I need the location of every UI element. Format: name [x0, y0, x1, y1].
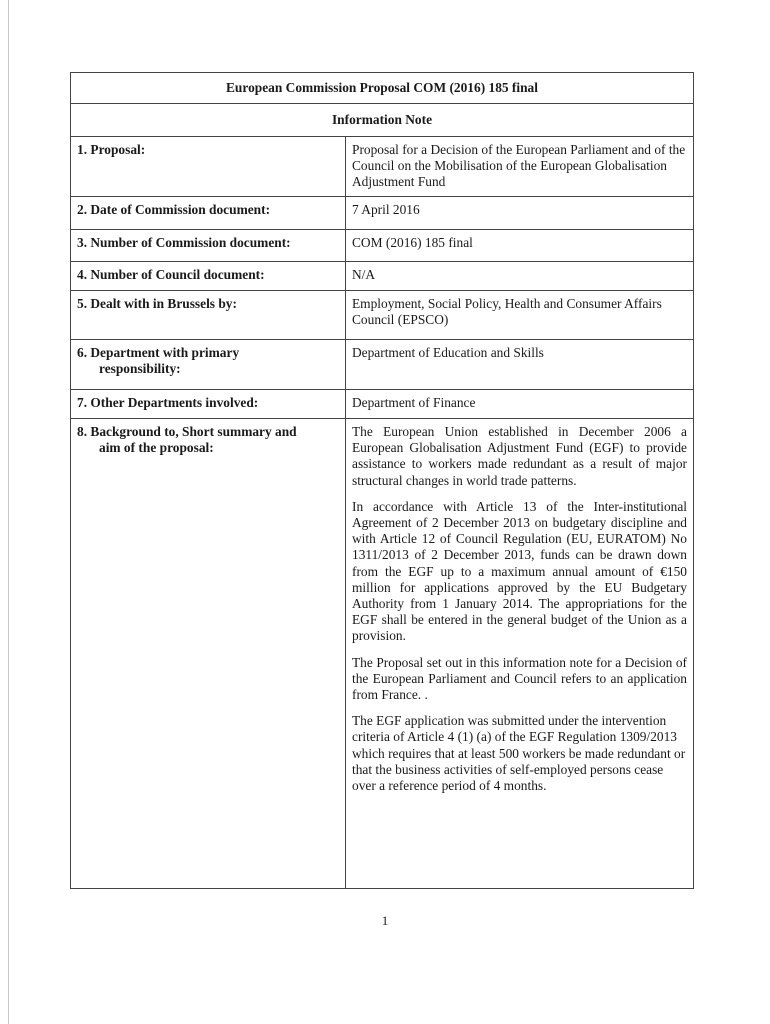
scan-edge-line	[8, 0, 9, 1024]
row-label-background-line2: aim of the proposal:	[99, 440, 214, 456]
information-note-table	[70, 72, 694, 889]
page-number: 1	[381, 913, 389, 928]
row-label-background	[71, 419, 346, 889]
row-label-commission-number: 3. Number of Commission document:	[71, 230, 346, 262]
row-label-background-line1: 8. Background to, Short summary and	[77, 424, 297, 439]
row-value-proposal: Proposal for a Decision of the European Parliament and of the Council on the Mobilisation of the European Globalisation Adjustment Fund	[346, 137, 694, 197]
table-row	[71, 340, 694, 390]
title-row	[71, 73, 694, 104]
table-row	[71, 390, 694, 419]
table-row	[71, 197, 694, 230]
row-label-primary-department-line1: 6. Department with primary	[77, 345, 240, 360]
row-value-other-departments: Department of Finance	[346, 390, 694, 419]
row-label-council-number: 4. Number of Council document:	[71, 262, 346, 291]
row-label-other-departments: 7. Other Departments involved:	[71, 390, 346, 419]
row-label-dealt-with: 5. Dealt with in Brussels by:	[71, 291, 346, 340]
table-row	[71, 419, 694, 889]
row-value-council-number: N/A	[346, 262, 694, 291]
background-paragraph-4: The EGF application was submitted under the intervention criteria of Article 4 (1) (a) of the EGF Regulation 1309/2013 which requires that at least 500 workers be made redundant or that the business activities of self-employed persons cease over a reference period of 4 months.	[352, 713, 686, 794]
row-value-dealt-with: Employment, Social Policy, Health and Consumer Affairs Council (EPSCO)	[346, 291, 694, 340]
table-row	[71, 262, 694, 291]
document-title: European Commission Proposal COM (2016) 185 final	[71, 73, 694, 104]
row-value-date: 7 April 2016	[346, 197, 694, 230]
table-row	[71, 230, 694, 262]
row-label-primary-department	[71, 340, 346, 390]
subtitle-row	[71, 104, 694, 137]
background-paragraph-2: In accordance with Article 13 of the Inter-institutional Agreement of 2 December 2013 on budgetary discipline and with Article 12 of Council Regulation (EU, EURATOM) No 1311/2013 of 2 December 2013, funds can be drawn down from the EGF up to a maximum annual amount of €150 million for applications approved by the EU Budgetary Authority from 1 January 2014. The appropriations for the EGF shall be entered in the general budget of the Union as a provision.	[352, 498, 687, 644]
background-paragraph-3: The Proposal set out in this information note for a Decision of the European Parliament and Council refers to an application from France. .	[352, 654, 687, 703]
row-label-proposal: 1. Proposal:	[71, 137, 346, 197]
row-value-primary-department: Department of Education and Skills	[346, 340, 694, 390]
row-label-primary-department-line2: responsibility:	[99, 361, 181, 377]
document-subtitle: Information Note	[71, 104, 694, 137]
table-row	[71, 291, 694, 340]
row-value-commission-number: COM (2016) 185 final	[346, 230, 694, 262]
background-paragraph-1: The European Union established in December 2006 a European Globalisation Adjustment Fund (EGF) to provide assistance to workers made redundant as a result of major structural changes in world trade patterns.	[352, 424, 687, 488]
table-row	[71, 137, 694, 197]
row-value-background	[346, 419, 694, 889]
row-label-date: 2. Date of Commission document:	[71, 197, 346, 230]
